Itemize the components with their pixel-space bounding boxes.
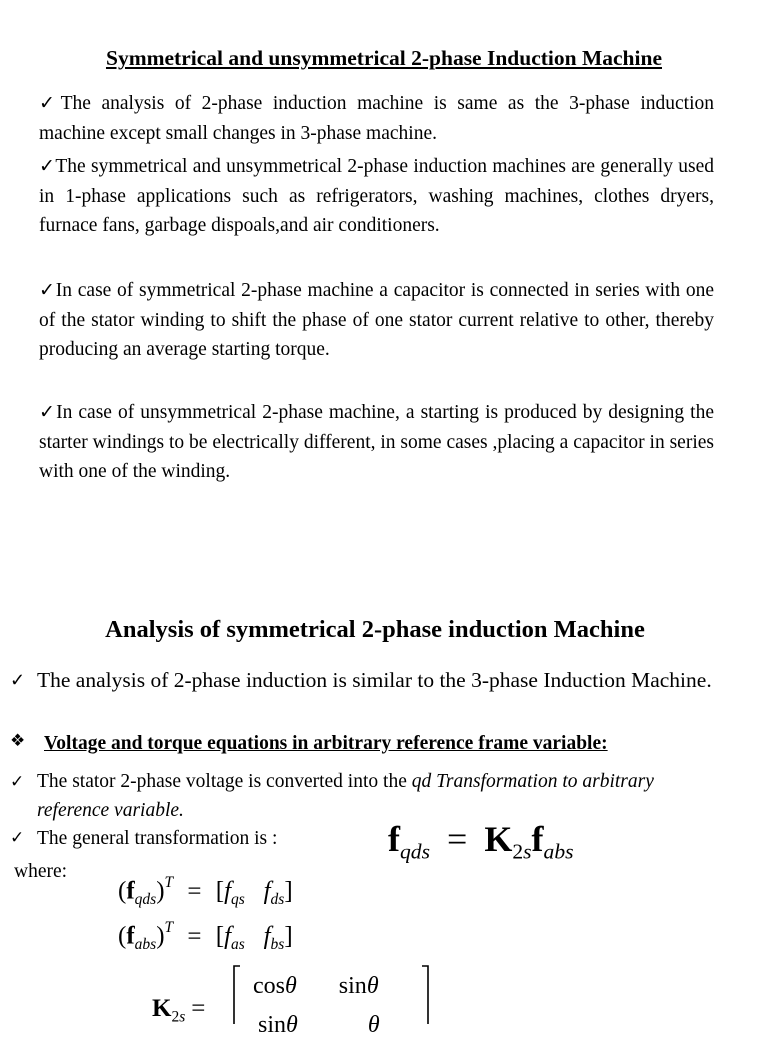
slide1-bullet-4: ✓In case of unsymmetrical 2-phase machine, a starting is produced by designing the starter windings to be electrically different, in some cases ,placing a capacitor in series with one of the winding. — [39, 402, 714, 482]
k2s-label: $K_{2s}$ = — [152, 995, 206, 1026]
checkmark-icon: ✓ — [39, 156, 56, 177]
checkmark-icon: ✓ — [39, 280, 56, 301]
four-diamond-icon: ❖ — [10, 731, 26, 750]
slide1-title: Symmetrical and unsymmetrical 2-phase Induction Machine — [105, 46, 662, 70]
slide1-bullet-1: ✓The analysis of 2-phase induction machine is same as the 3-phase induction machine except small changes in 3-phase machine. — [39, 93, 714, 144]
slide1-bullet-3: ✓In case of symmetrical 2-phase machine a capacitor is connected in series with one of the stator winding to shift the phase of one stator current relative to other, thereby producing an average starting torque. — [39, 280, 714, 360]
checkmark-icon: ✓ — [39, 402, 57, 423]
k2s-matrix-row-1: cosθ sinθ — [253, 973, 379, 999]
fabs-transpose-equation: $(f_{abs})^T = [f_{as}$ $f_{bs}$] — [118, 919, 293, 954]
fqds-transpose-equation: $(f_{qds})^T = [f_{qs}$ $f_{ds}$] — [118, 874, 293, 909]
slide1-bullet-2: ✓The symmetrical and unsymmetrical 2-phase induction machines are generally used in 1-phase applications such as refrigerators, washing machines, clothes dryers, furnace fans, garbage dispoals,and air conditioners. — [39, 156, 715, 236]
slide2-title: Analysis of symmetrical 2-phase induction Machine — [105, 616, 645, 643]
checkmark-icon: ✓ — [10, 828, 25, 847]
checkmark-icon: ✓ — [39, 93, 61, 114]
checkmark-icon: ✓ — [10, 670, 26, 690]
transformation-equation: $f_{qds} = K_{2s}f_{abs}$ — [388, 819, 574, 864]
k2s-matrix-row-2: sinθ θ — [258, 1012, 380, 1038]
where-label: where: — [14, 861, 68, 882]
checkmark-icon: ✓ — [10, 772, 25, 791]
